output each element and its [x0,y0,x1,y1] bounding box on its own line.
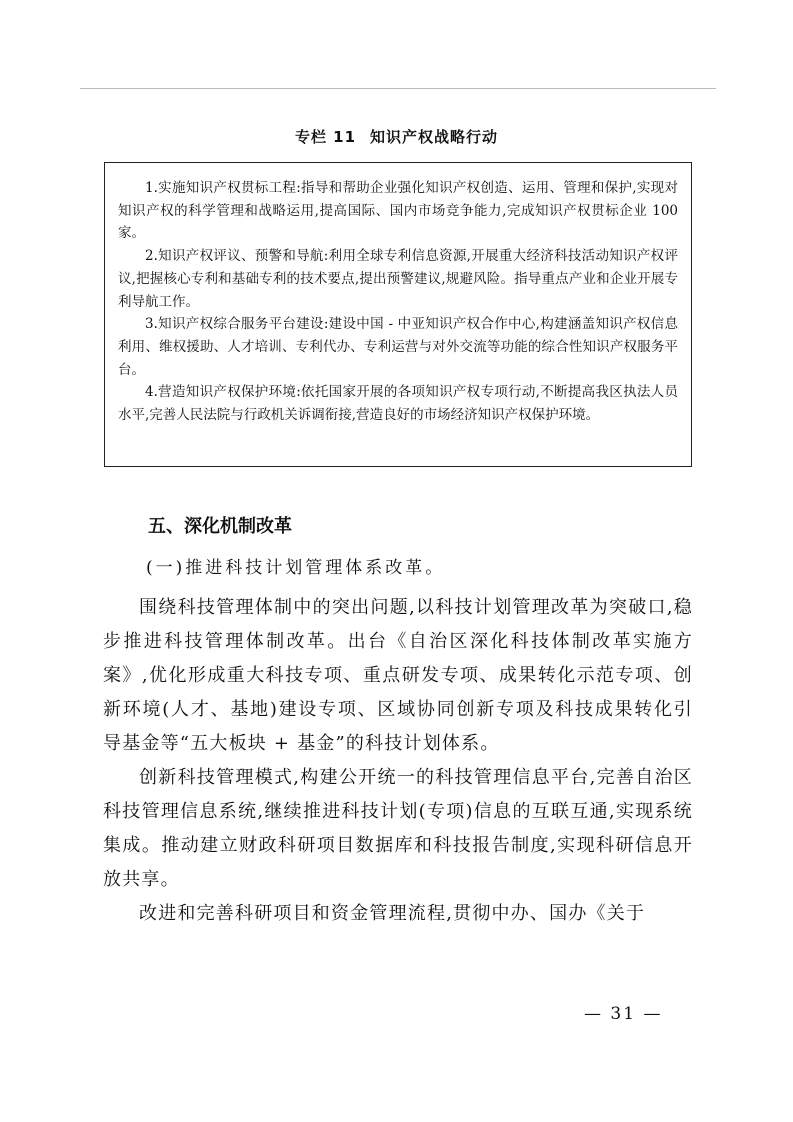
column-box [104,162,692,467]
box-item-2: 2.知识产权评议、预警和导航:利用全球专利信息资源,开展重大经济科技活动知识产权评议,把握核心专利和基础专利的技术要点,提出预警建议,规避风险。指导重点产业和企业开展专利导航工作。 [118,248,678,310]
body-text [103,591,693,931]
section-heading: 五、深化机制改革 [148,516,292,537]
box-item-3: 3.知识产权综合服务平台建设:建设中国 - 中亚知识产权合作中心,构建涵盖知识产权信息利用、维权援助、人才培训、专利代办、专利运营与对外交流等功能的综合性知识产权服务平台。 [118,316,678,378]
body-paragraph-2: 创新科技管理模式,构建公开统一的科技管理信息平台,完善自治区科技管理信息系统,继续推进科技计划(专项)信息的互联互通,实现系统集成。推动建立财政科研项目数据库和科技报告制度,实现科研信息开放共享。 [103,767,693,890]
box-item-4: 4.营造知识产权保护环境:依托国家开展的各项知识产权专项行动,不断提高我区执法人员水平,完善人民法院与行政机关诉调衔接,营造良好的市场经济知识产权保护环境。 [118,384,678,424]
body-paragraph-3: 改进和完善科研项目和资金管理流程,贯彻中办、国办《关于 [139,903,646,924]
sub-heading: (一)推进科技计划管理体系改革。 [146,558,446,578]
body-paragraph-1: 围绕科技管理体制中的突出问题,以科技计划管理改革为突破口,稳步推进科技管理体制改革。出台《自治区深化科技体制改革实施方案》,优化形成重大科技专项、重点研发专项、成果转化示范专项、创新环境(人才、基地)建设专项、区域协同创新专项及科技成果转化引导基金等“五大板块 + 基金”的科技计划体系。 [103,597,693,754]
box-title-text: 知识产权战略行动 [370,128,499,146]
box-title [0,126,793,147]
page-number: — 31 — [584,1004,663,1024]
header-rule [80,88,716,89]
box-item-1: 1.实施知识产权贯标工程:指导和帮助企业强化知识产权创造、运用、管理和保护,实现对知识产权的科学管理和战略运用,提高国际、国内市场竞争能力,完成知识产权贯标企业 100 家。 [118,180,678,242]
box-title-number: 专栏 11 [294,128,357,146]
